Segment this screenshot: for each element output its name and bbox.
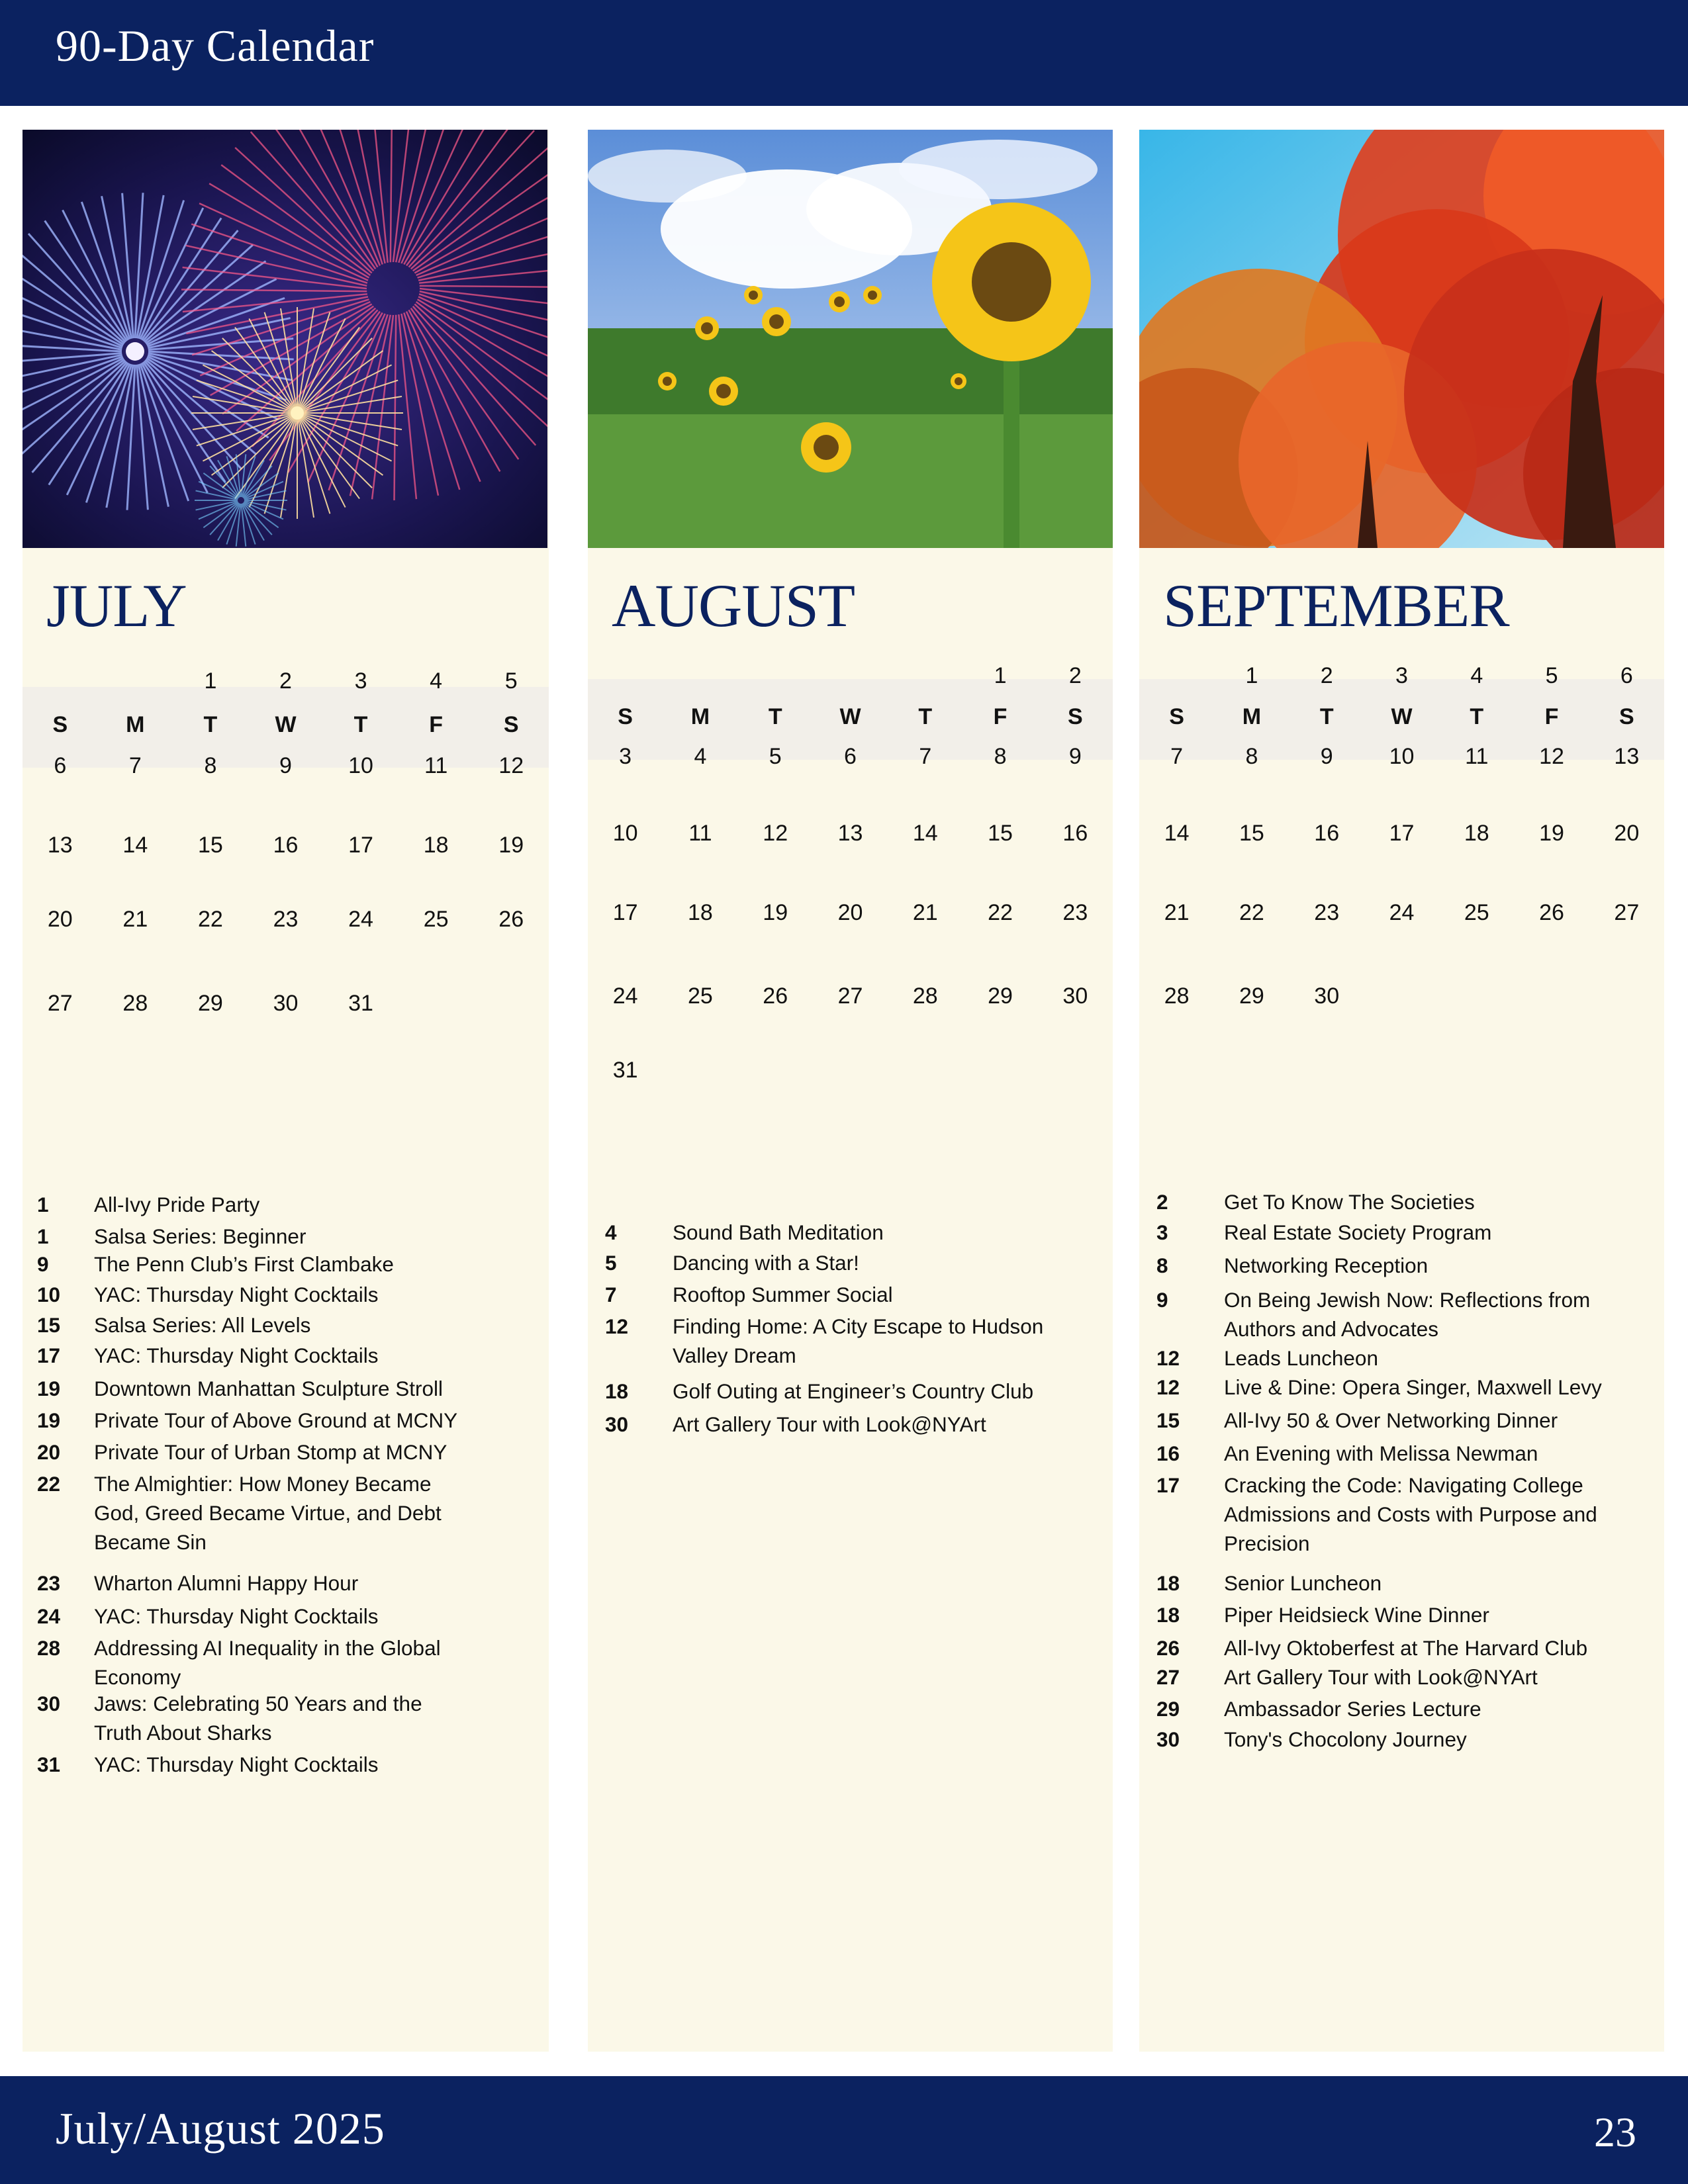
event-day: 8 [1156, 1253, 1168, 1277]
calendar-date: 27 [47, 991, 73, 1016]
weekday-label: S [1068, 704, 1083, 729]
calendar-date: 3 [354, 668, 367, 694]
calendar-date: 31 [612, 1058, 638, 1083]
weekday-label: W [839, 704, 861, 729]
event-title: Art Gallery Tour with Look@NYArt [1224, 1665, 1538, 1689]
event-day: 5 [605, 1251, 617, 1275]
event-item [23, 1750, 549, 1779]
event-item [1139, 1633, 1664, 1662]
event-day: 18 [1156, 1571, 1180, 1595]
event-day: 18 [605, 1379, 629, 1403]
event-title: Addressing AI Inequality in the Global Economy [94, 1636, 441, 1689]
event-title: Tony's Chocolony Journey [1224, 1727, 1467, 1751]
event-item [588, 1410, 1113, 1439]
weekday-label: W [1391, 704, 1413, 729]
weekday-label: S [503, 712, 519, 737]
calendar-date: 21 [912, 900, 938, 925]
issue-date: July/August 2025 [56, 2103, 385, 2154]
event-day: 15 [37, 1313, 61, 1337]
event-day: 30 [1156, 1727, 1180, 1751]
event-day: 19 [37, 1408, 61, 1432]
event-item [23, 1190, 549, 1219]
weekday-label: S [1169, 704, 1184, 729]
weekday-label: T [353, 712, 368, 737]
event-item [1139, 1694, 1664, 1723]
event-item [588, 1377, 1113, 1406]
event-item [1139, 1662, 1664, 1692]
event-title: Wharton Alumni Happy Hour [94, 1571, 359, 1595]
calendar-date: 16 [1062, 821, 1088, 846]
calendar-date: 30 [1062, 983, 1088, 1009]
calendar-date: 13 [47, 833, 73, 858]
calendar-date: 5 [1545, 663, 1558, 688]
calendar-date: 30 [1314, 983, 1340, 1009]
event-title: Senior Luncheon [1224, 1571, 1382, 1595]
event-title: YAC: Thursday Night Cocktails [94, 1752, 379, 1776]
event-item [23, 1341, 549, 1370]
autumn-trees-photo [1139, 130, 1664, 548]
calendar-date: 26 [763, 983, 788, 1009]
calendar-date: 9 [1068, 744, 1082, 769]
calendar-date: 25 [1464, 900, 1489, 925]
calendar-date: 6 [844, 744, 857, 769]
event-item [23, 1374, 549, 1403]
calendar-date: 28 [122, 991, 148, 1016]
weekday-label: M [126, 712, 145, 737]
calendar-date: 2 [279, 668, 292, 694]
calendar-date: 26 [498, 907, 524, 932]
calendar-date: 4 [694, 744, 707, 769]
page-number: 23 [1594, 2109, 1636, 2156]
event-day: 12 [1156, 1375, 1180, 1399]
event-day: 4 [605, 1220, 617, 1244]
event-title: Downtown Manhattan Sculpture Stroll [94, 1377, 444, 1400]
calendar-date: 22 [198, 907, 223, 932]
event-item [1139, 1373, 1664, 1402]
header-bar [0, 0, 1688, 106]
calendar-date: 24 [612, 983, 638, 1009]
event-day: 12 [1156, 1346, 1180, 1370]
event-title: Private Tour of Above Ground at MCNY [94, 1408, 458, 1432]
event-day: 26 [1156, 1636, 1180, 1660]
event-item [1139, 1218, 1664, 1247]
calendar-date: 14 [912, 821, 938, 846]
calendar-date: 23 [1062, 900, 1088, 925]
calendar-date: 1 [1245, 663, 1258, 688]
calendar-date: 16 [1314, 821, 1340, 846]
calendar-date: 8 [1245, 744, 1258, 769]
event-item [1139, 1569, 1664, 1598]
event-item [23, 1280, 549, 1309]
event-day: 15 [1156, 1408, 1180, 1432]
event-title: Art Gallery Tour with Look@NYArt [673, 1412, 986, 1436]
calendar-date: 31 [348, 991, 373, 1016]
calendar-date: 1 [204, 668, 217, 694]
calendar-date: 20 [837, 900, 863, 925]
calendar-date: 27 [837, 983, 863, 1009]
event-day: 3 [1156, 1220, 1168, 1244]
event-day: 17 [1156, 1473, 1180, 1497]
calendar-date: 5 [769, 744, 782, 769]
month-name: SEPTEMBER [1163, 572, 1509, 639]
weekday-label: S [618, 704, 633, 729]
calendar-date: 29 [1239, 983, 1264, 1009]
page-title: 90-Day Calendar [56, 21, 375, 71]
event-day: 24 [37, 1604, 61, 1628]
event-day: 17 [37, 1343, 61, 1367]
month-column-july [23, 130, 549, 2052]
event-day: 20 [37, 1440, 61, 1464]
weekday-label: T [1319, 704, 1334, 729]
calendar-date: 29 [198, 991, 223, 1016]
event-item [23, 1406, 549, 1435]
event-title: The Penn Club’s First Clambake [94, 1252, 394, 1276]
event-item [1139, 1725, 1664, 1754]
event-item [23, 1602, 549, 1631]
calendar-date: 6 [54, 753, 67, 778]
event-title: All-Ivy Pride Party [94, 1193, 260, 1216]
event-item [23, 1469, 549, 1557]
calendar-date: 3 [1395, 663, 1408, 688]
calendar-date: 21 [122, 907, 148, 932]
event-item [23, 1569, 549, 1598]
calendar-date: 2 [1068, 663, 1082, 688]
calendar-date: 20 [47, 907, 73, 932]
event-item [588, 1280, 1113, 1309]
event-title: Ambassador Series Lecture [1224, 1697, 1481, 1721]
calendar-date: 9 [1320, 744, 1333, 769]
event-title: Rooftop Summer Social [673, 1283, 893, 1306]
event-item [1139, 1187, 1664, 1216]
calendar-date: 12 [498, 753, 524, 778]
calendar-date: 11 [424, 753, 448, 778]
calendar-date: 25 [423, 907, 449, 932]
event-title: YAC: Thursday Night Cocktails [94, 1343, 379, 1367]
event-title: Piper Heidsieck Wine Dinner [1224, 1603, 1489, 1627]
event-item [1139, 1285, 1664, 1343]
event-title: Jaws: Celebrating 50 Years and the Truth About Sharks [94, 1692, 422, 1745]
calendar-date: 12 [763, 821, 788, 846]
calendar-date: 23 [273, 907, 299, 932]
sunflowers-photo [588, 130, 1113, 548]
calendar-date: 4 [1470, 663, 1483, 688]
calendar-date: 1 [994, 663, 1007, 688]
event-title: YAC: Thursday Night Cocktails [94, 1604, 379, 1628]
event-item [23, 1437, 549, 1467]
event-day: 7 [605, 1283, 617, 1306]
calendar-date: 28 [912, 983, 938, 1009]
calendar-date: 15 [1239, 821, 1264, 846]
event-day: 22 [37, 1472, 61, 1496]
calendar-date: 13 [1614, 744, 1640, 769]
event-day: 18 [1156, 1603, 1180, 1627]
event-item [1139, 1600, 1664, 1629]
weekday-label: F [429, 712, 444, 737]
calendar-date: 27 [1614, 900, 1640, 925]
event-title: Live & Dine: Opera Singer, Maxwell Levy [1224, 1375, 1602, 1399]
event-day: 1 [37, 1224, 49, 1248]
event-day: 19 [37, 1377, 61, 1400]
event-title: YAC: Thursday Night Cocktails [94, 1283, 379, 1306]
calendar-date: 30 [273, 991, 299, 1016]
weekday-label: M [1242, 704, 1262, 729]
calendar-date: 3 [619, 744, 632, 769]
calendar-date: 29 [988, 983, 1013, 1009]
footer-bar [0, 2076, 1688, 2184]
month-column-august [588, 130, 1113, 2052]
calendar-date: 8 [994, 744, 1007, 769]
month-name: JULY [46, 572, 187, 639]
event-day: 2 [1156, 1190, 1168, 1214]
calendar-date: 22 [988, 900, 1013, 925]
calendar-date: 10 [348, 753, 373, 778]
event-day: 9 [1156, 1288, 1168, 1312]
calendar-date: 19 [1539, 821, 1564, 846]
event-title: Finding Home: A City Escape to Hudson Valley Dream [673, 1314, 1044, 1367]
calendar-date: 19 [498, 833, 524, 858]
calendar-date: 26 [1539, 900, 1564, 925]
event-day: 31 [37, 1752, 61, 1776]
calendar-date: 11 [688, 821, 712, 846]
weekday-label: T [918, 704, 933, 729]
event-day: 29 [1156, 1697, 1180, 1721]
event-title: An Evening with Melissa Newman [1224, 1441, 1538, 1465]
event-day: 23 [37, 1571, 61, 1595]
event-item [588, 1312, 1113, 1370]
calendar-date: 6 [1620, 663, 1633, 688]
calendar-date: 23 [1314, 900, 1340, 925]
weekday-label: S [52, 712, 68, 737]
event-day: 30 [605, 1412, 629, 1436]
weekday-label: F [993, 704, 1008, 729]
calendar-date: 21 [1164, 900, 1190, 925]
event-item [588, 1218, 1113, 1247]
event-title: Dancing with a Star! [673, 1251, 859, 1275]
weekday-label: T [1470, 704, 1484, 729]
calendar-date: 14 [1164, 821, 1190, 846]
event-day: 12 [605, 1314, 629, 1338]
event-item [23, 1633, 549, 1692]
event-item [23, 1689, 549, 1747]
event-title: All-Ivy Oktoberfest at The Harvard Club [1224, 1636, 1588, 1660]
calendar-date: 7 [1170, 744, 1184, 769]
event-item [1139, 1343, 1664, 1373]
calendar-date: 18 [1464, 821, 1489, 846]
month-column-september [1139, 130, 1664, 2052]
event-item [23, 1310, 549, 1340]
calendar-date: 20 [1614, 821, 1640, 846]
calendar-date: 2 [1320, 663, 1333, 688]
calendar-date: 9 [279, 753, 292, 778]
weekday-label: W [275, 712, 297, 737]
calendar-date: 24 [1389, 900, 1415, 925]
calendar-date: 19 [763, 900, 788, 925]
calendar-date: 17 [348, 833, 373, 858]
event-day: 27 [1156, 1665, 1180, 1689]
calendar-date: 25 [688, 983, 713, 1009]
event-day: 16 [1156, 1441, 1180, 1465]
event-item [1139, 1251, 1664, 1280]
calendar-date: 7 [128, 753, 142, 778]
weekday-label: T [203, 712, 218, 737]
event-title: The Almightier: How Money Became God, Greed Became Virtue, and Debt Became Sin [94, 1472, 442, 1554]
event-title: Salsa Series: All Levels [94, 1313, 311, 1337]
calendar-date: 17 [1389, 821, 1415, 846]
event-item [1139, 1471, 1664, 1558]
calendar-date: 24 [348, 907, 373, 932]
event-item [23, 1222, 549, 1251]
calendar-date: 10 [612, 821, 638, 846]
calendar-date: 28 [1164, 983, 1190, 1009]
calendar-date: 12 [1539, 744, 1564, 769]
weekday-label: S [1619, 704, 1634, 729]
calendar-date: 18 [688, 900, 713, 925]
calendar-date: 15 [198, 833, 223, 858]
calendar-date: 10 [1389, 744, 1415, 769]
calendar-date: 17 [612, 900, 638, 925]
calendar-date: 22 [1239, 900, 1264, 925]
calendar-date: 5 [504, 668, 518, 694]
calendar-date: 7 [919, 744, 932, 769]
event-title: Real Estate Society Program [1224, 1220, 1492, 1244]
month-name: AUGUST [612, 572, 855, 639]
event-day: 28 [37, 1636, 61, 1660]
event-day: 30 [37, 1692, 61, 1715]
weekday-label: M [690, 704, 710, 729]
calendar-date: 8 [204, 753, 217, 778]
event-title: Sound Bath Meditation [673, 1220, 884, 1244]
calendar-date: 18 [423, 833, 449, 858]
event-item [1139, 1406, 1664, 1435]
event-title: Golf Outing at Engineer’s Country Club [673, 1379, 1034, 1403]
fireworks-photo [23, 130, 547, 548]
event-day: 9 [37, 1252, 49, 1276]
event-title: Networking Reception [1224, 1253, 1429, 1277]
event-title: Private Tour of Urban Stomp at MCNY [94, 1440, 447, 1464]
event-day: 1 [37, 1193, 49, 1216]
event-title: Salsa Series: Beginner [94, 1224, 306, 1248]
calendar-date: 15 [988, 821, 1013, 846]
event-title: On Being Jewish Now: Reflections from Authors and Advocates [1224, 1288, 1591, 1341]
event-item [1139, 1439, 1664, 1468]
event-title: Cracking the Code: Navigating College Admissions and Costs with Purpose and Precision [1224, 1473, 1597, 1555]
calendar-date: 4 [430, 668, 443, 694]
event-item [23, 1250, 549, 1279]
event-title: All-Ivy 50 & Over Networking Dinner [1224, 1408, 1558, 1432]
calendar-date: 16 [273, 833, 299, 858]
event-title: Get To Know The Societies [1224, 1190, 1475, 1214]
event-day: 10 [37, 1283, 61, 1306]
weekday-label: T [768, 704, 782, 729]
event-item [588, 1248, 1113, 1277]
event-title: Leads Luncheon [1224, 1346, 1378, 1370]
weekday-label: F [1544, 704, 1559, 729]
calendar-date: 11 [1465, 744, 1489, 769]
calendar-date: 14 [122, 833, 148, 858]
calendar-date: 13 [837, 821, 863, 846]
